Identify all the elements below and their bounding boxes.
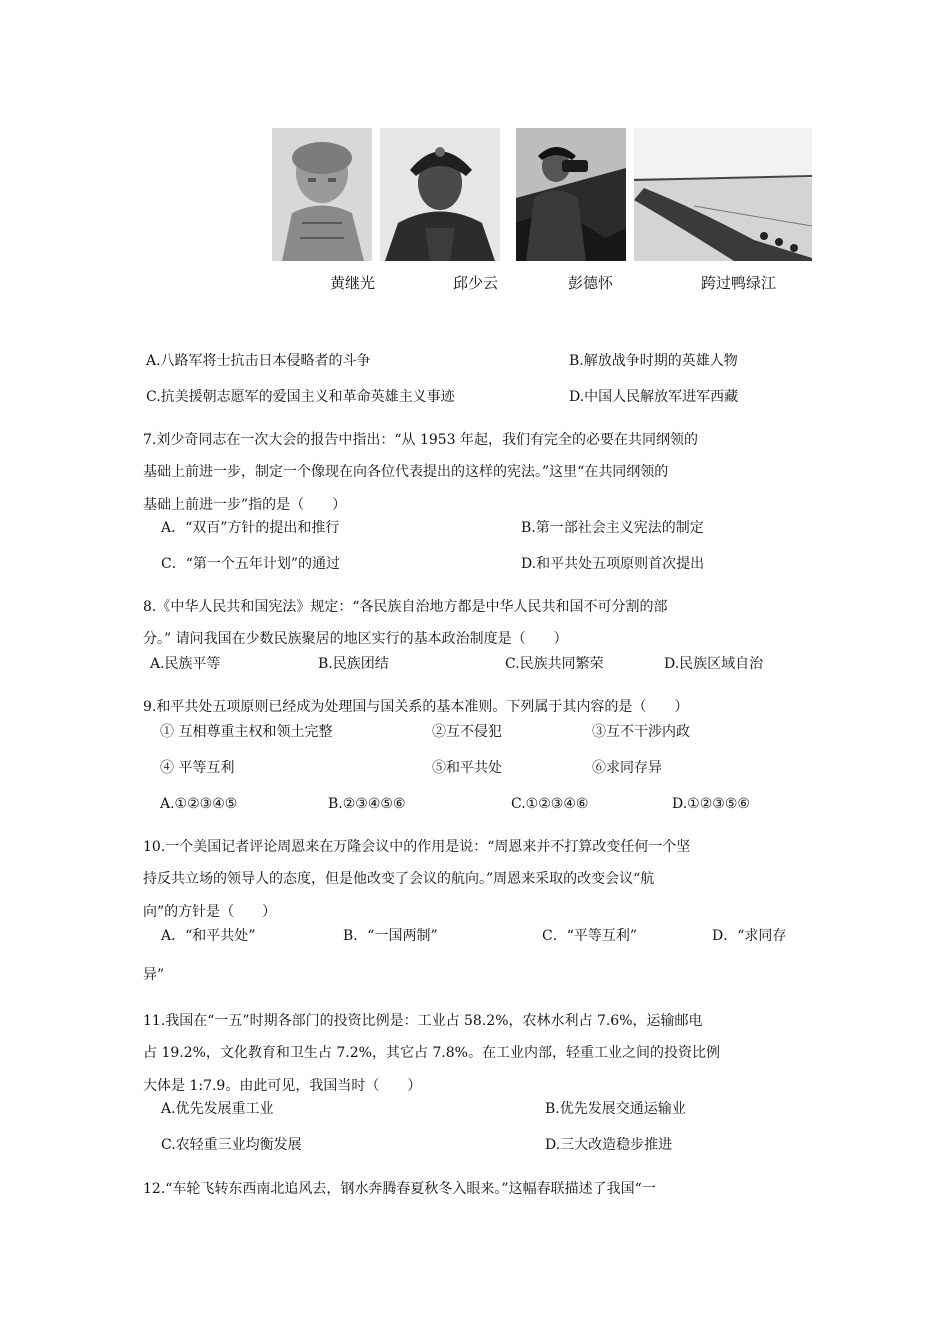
q10-stem-line3: 向”的方针是（ ） (143, 904, 277, 920)
river-crossing-photo (634, 128, 812, 261)
photo-caption: 黄继光 (330, 274, 376, 292)
photo-strip (272, 128, 812, 298)
q6-option-b: B.解放战争时期的英雄人物 (569, 353, 738, 369)
q7-stem-line1: 7.刘少奇同志在一次大会的报告中指出：“从 1953 年起，我们有完全的必要在共同纲领的 (143, 432, 699, 448)
soldier-portrait-photo (380, 128, 500, 261)
q11-option-d: D.三大改造稳步推进 (545, 1137, 673, 1153)
q7-option-c: C．“第一个五年计划”的通过 (161, 556, 341, 572)
q7-stem-line3: 基础上前进一步”指的是（ ） (143, 497, 347, 513)
q9-item-2: ②互不侵犯 (432, 724, 502, 740)
q10-option-b: B．“一国两制” (343, 928, 438, 944)
q6-option-c: C.抗美援朝志愿军的爱国主义和革命英雄主义事迹 (146, 389, 455, 405)
q9-option-a: A.①②③④⑤ (160, 796, 238, 812)
commander-binoculars-photo (516, 128, 626, 261)
q11-option-a: A.优先发展重工业 (161, 1101, 274, 1117)
q10-option-d-continued: 异” (143, 967, 165, 983)
photo-caption: 跨过鸭绿江 (701, 274, 777, 292)
q11-stem-line1: 11.我国在“一五”时期各部门的投资比例是：工业占 58.2%，农林水利占 7.6%，运输邮电 (143, 1013, 703, 1029)
q11-option-c: C.农轻重三业均衡发展 (161, 1137, 302, 1153)
q11-stem-line3: 大体是 1:7.9。由此可见，我国当时（ ） (143, 1078, 422, 1094)
q9-stem-line1: 9.和平共处五项原则已经成为处理国与国关系的基本准则。下列属于其内容的是（ ） (143, 699, 689, 715)
photo-caption: 邱少云 (453, 274, 499, 292)
q9-option-d: D.①②③⑤⑥ (672, 796, 750, 812)
q7-option-a: A．“双百”方针的提出和推行 (161, 520, 340, 536)
q10-option-d: D．“求同存 (712, 928, 787, 944)
q9-item-1: ① 互相尊重主权和领土完整 (160, 724, 333, 740)
q8-stem-line2: 分。” 请问我国在少数民族聚居的地区实行的基本政治制度是（ ） (143, 631, 568, 647)
q7-stem-line2: 基础上前进一步，制定一个像现在向各位代表提出的这样的宪法。”这里“在共同纲领的 (143, 464, 669, 480)
q10-option-a: A．“和平共处” (161, 928, 256, 944)
q12-stem-line1: 12.“车轮飞转东西南北追风去，钢水奔腾春夏秋冬入眼来。”这幅春联描述了我国“一 (143, 1181, 656, 1197)
q6-option-d: D.中国人民解放军进军西藏 (569, 389, 739, 405)
q9-item-4: ④ 平等互利 (160, 760, 235, 776)
q9-item-6: ⑥求同存异 (592, 760, 662, 776)
q8-option-b: B.民族团结 (318, 656, 389, 672)
q11-option-b: B.优先发展交通运输业 (545, 1101, 686, 1117)
q8-option-c: C.民族共同繁荣 (505, 656, 604, 672)
q11-stem-line2: 占 19.2%，文化教育和卫生占 7.2%，其它占 7.8%。在工业内部，轻重工业之间的投资比例 (143, 1045, 720, 1061)
q8-stem-line1: 8.《中华人民共和国宪法》规定：“各民族自治地方都是中华人民共和国不可分割的部 (143, 599, 668, 615)
q10-stem-line1: 10.一个美国记者评论周恩来在万隆会议中的作用是说：“周恩来并不打算改变任何一个坚 (143, 839, 691, 855)
photo-caption: 彭德怀 (568, 274, 614, 292)
q7-option-b: B.第一部社会主义宪法的制定 (521, 520, 704, 536)
q9-item-3: ③互不干涉内政 (592, 724, 690, 740)
q7-option-d: D.和平共处五项原则首次提出 (521, 556, 705, 572)
q8-option-d: D.民族区域自治 (664, 656, 764, 672)
q9-option-c: C.①②③④⑥ (511, 796, 589, 812)
q10-option-c: C．“平等互利” (542, 928, 638, 944)
q9-item-5: ⑤和平共处 (432, 760, 502, 776)
q6-option-a: A.八路军将士抗击日本侵略者的斗争 (146, 353, 371, 369)
q8-option-a: A.民族平等 (150, 656, 221, 672)
statue-photo (272, 128, 372, 261)
q9-option-b: B.②③④⑤⑥ (328, 796, 406, 812)
q10-stem-line2: 持反共立场的领导人的态度，但是他改变了会议的航向。”周恩来采取的改变会议“航 (143, 871, 655, 887)
